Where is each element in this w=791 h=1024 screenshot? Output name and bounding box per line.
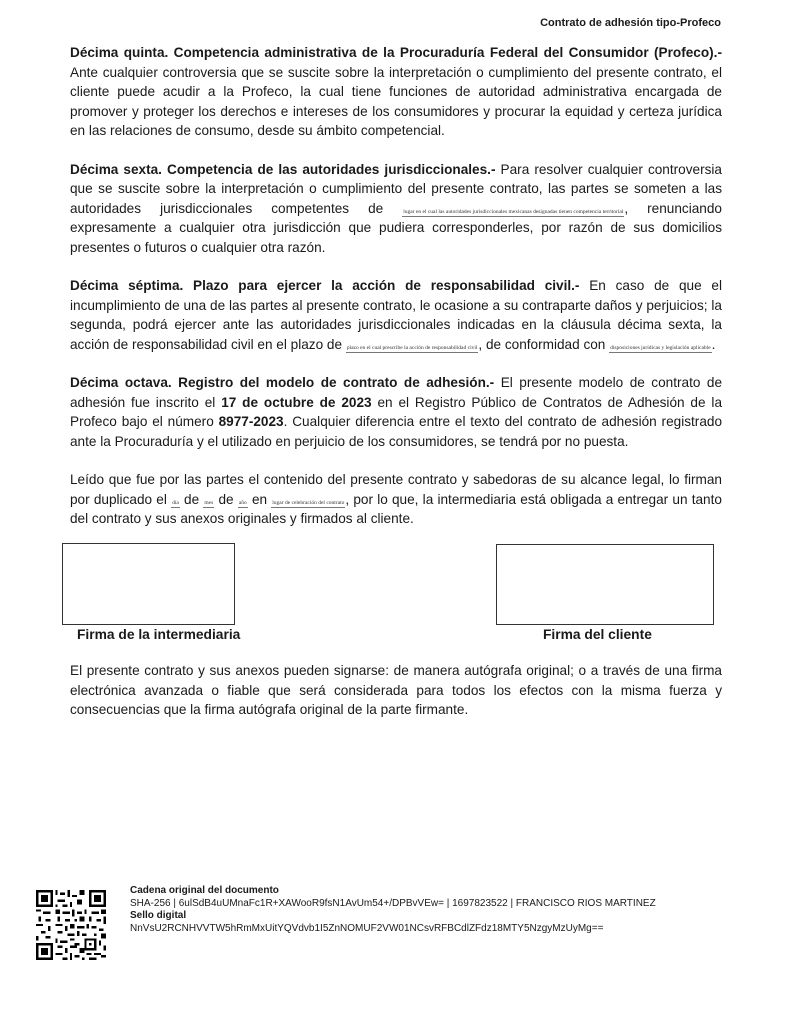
clause-body: . Cualquier diferencia entre el texto del contrato de adhesión registrado ante la Procuraduría y el utilizado en perjuicio de los consumidores, se tendrá por no puesta. xyxy=(70,414,723,449)
clause-decima-sexta xyxy=(70,160,722,258)
cadena-original-value: SHA-256 | 6ulSdB4uUMnaFc1R+XAWooR9fsN1AvUm54+/DPBvVEw= | 1697823522 | FRANCISCO RIOS MARTINEZ xyxy=(130,897,656,909)
clause-body: En caso de que el incumplimiento de una de las partes al presente contrato, le ocasione a su contraparte daños y perjuicios; la segunda, podrá ejercer ante las autoridades jurisdiccionales indicadas en la cláusula décima sexta, la acción de responsabilidad civil en el plazo de xyxy=(70,278,722,352)
blank-field-prescription-term[interactable]: plazo en el cual prescribe la acción de responsabilidad civil xyxy=(346,344,478,351)
clause-body: en el Registro Público de Contratos de Adhesión de la Profeco bajo el número xyxy=(70,394,723,429)
statement-text: en xyxy=(247,491,272,507)
clause-body: Para resolver cualquier controversia que se suscite sobre la interpretación o cumplimiento del presente contrato, las partes se someten a las autoridades jurisdiccionales competentes de xyxy=(70,161,722,216)
page-header-title: Contrato de adhesión tipo-Profeco xyxy=(540,17,721,29)
clause-decima-quinta xyxy=(70,43,722,141)
blank-field-place[interactable]: lugar de celebración del contrato xyxy=(272,499,345,506)
registration-number: 8977-2023 xyxy=(218,414,284,429)
registration-date: 17 de octubre de 2023 xyxy=(221,394,372,410)
clause-body: Ante cualquier controversia que se suscite sobre la interpretación o cumplimiento del presente contrato, el cliente puede acudir a la Profeco, la cual tiene funciones de autoridad administrativa encargada de promover y proteger los derechos e intereses de los consumidores y procurar la equidad y certeza jurídica en las relaciones de consumo, desde su ámbito competencial. xyxy=(70,64,722,138)
signature-box-client[interactable] xyxy=(496,544,714,625)
clause-body: , renunciando expresamente a cualquier otra jurisdicción que pudiera corresponderles, por razón de sus domicilios presentes o futuros o cualquier otra razón. xyxy=(70,200,722,255)
qr-code-icon xyxy=(36,890,106,960)
clause-title: Décima sexta. Competencia de las autoridades jurisdiccionales.- xyxy=(70,161,496,177)
statement-text: Leído que fue por las partes el contenido del presente contrato y sabedoras de su alcance legal, lo firman por duplicado el xyxy=(70,472,722,507)
statement-text: , por lo que, la intermediaria está obligada a entregar un tanto del contrato y sus anexos originales y firmados al cliente. xyxy=(70,491,722,526)
digital-signature-footer xyxy=(130,885,656,935)
blank-field-day[interactable]: día xyxy=(172,499,179,506)
clause-decima-septima xyxy=(70,276,722,354)
blank-field-jurisdiction[interactable]: lugar en el cual las autoridades jurisdiccionales mexicanas designadas tienen competencia territorial xyxy=(403,208,624,215)
sello-digital-value: NnVsU2RCNHVVTW5hRmMxUitYQVdvb1I5ZnNOMUF2VW01NCsvRFBCdlZFdz18MTY5NzgyMzUyMg== xyxy=(130,922,604,934)
cadena-original-title: Cadena original del documento xyxy=(130,885,279,896)
closing-paragraph: El presente contrato y sus anexos pueden signarse: de manera autógrafa original; o a través de una firma electrónica avanzada o fiable que será considerada para todos los efectos con la misma fuerza y consecuencias que la firma autógrafa original de la parte firmante. xyxy=(70,663,722,717)
clause-body: El presente modelo de contrato de adhesión fue inscrito el xyxy=(70,375,723,410)
signing-statement xyxy=(70,470,722,529)
clause-body: , de conformidad con xyxy=(478,336,610,352)
clause-title: Décima quinta. Competencia administrativa de la Procuraduría Federal del Consumidor (Profeco).- xyxy=(70,45,722,60)
blank-field-year[interactable]: año xyxy=(238,499,247,506)
clause-decima-octava xyxy=(70,373,722,451)
clause-title: Décima octava. Registro del modelo de contrato de adhesión.- xyxy=(70,375,495,390)
signature-label-client: Firma del cliente xyxy=(543,627,652,642)
blank-field-legal-provisions[interactable]: disposiciones jurídicas y legislación aplicable xyxy=(610,344,711,351)
sello-digital-title: Sello digital xyxy=(130,910,187,921)
statement-text: de xyxy=(179,491,204,507)
contract-clauses xyxy=(70,43,722,548)
clause-body: . xyxy=(711,336,716,352)
clause-title: Décima séptima. Plazo para ejercer la acción de responsabilidad civil.- xyxy=(70,278,580,293)
blank-field-month[interactable]: mes xyxy=(204,499,214,506)
signature-box-intermediary[interactable] xyxy=(62,543,235,625)
statement-text: de xyxy=(214,491,238,507)
signature-label-intermediary: Firma de la intermediaria xyxy=(77,627,241,642)
